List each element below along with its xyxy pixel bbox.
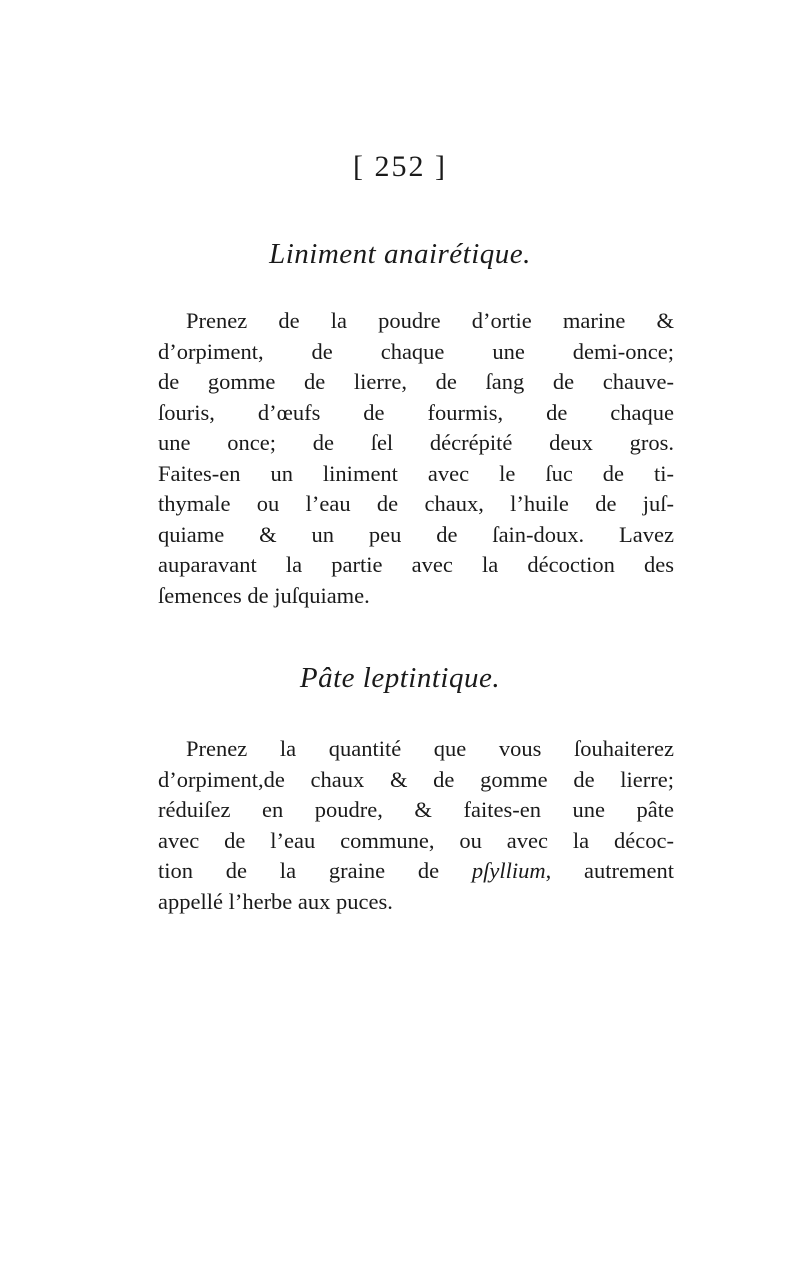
text-line: auparavant la partie avec la décoction des <box>158 552 674 577</box>
text-line: d’orpiment, de chaque une demi-once; <box>158 338 674 364</box>
text-fragment: , autrement <box>545 858 674 883</box>
text-line: une once; de ſel décrépité deux gros. <box>158 430 674 455</box>
text-line-mixed <box>158 856 674 887</box>
text-fragment: tion de la graine de <box>158 858 440 883</box>
text-line: ſouris, d’œufs de fourmis, de chaque <box>158 399 674 425</box>
text-line: Prenez la quantité que vous ſouhaiterez <box>186 736 674 761</box>
text-line: appellé l’herbe aux puces. <box>158 888 393 914</box>
text-line: thymale ou l’eau de chaux, l’huile de juſ- <box>158 491 674 516</box>
section-title-pate: Pâte leptintique. <box>299 662 501 694</box>
latin-term: pſyllium <box>471 858 546 883</box>
text-line: d’orpiment,de chaux & de gomme de lierre; <box>158 766 674 792</box>
text-line: réduiſez en poudre, & faites-en une pâte <box>158 797 674 822</box>
section-title-liniment: Liniment anairétique. <box>269 238 531 270</box>
text-line: Prenez de la poudre d’ortie marine & <box>186 308 674 333</box>
text-line: avec de l’eau commune, ou avec la décoc- <box>158 827 674 853</box>
paragraph-liniment <box>158 306 674 611</box>
text-line: ſemences de juſquiame. <box>158 582 370 608</box>
paragraph-pate <box>158 734 674 917</box>
text-line: quiame & un peu de ſain-doux. Lavez <box>158 521 674 547</box>
page-number: [ 252 ] <box>353 150 447 183</box>
text-line: de gomme de lierre, de ſang de chauve- <box>158 369 674 394</box>
text-line: Faites-en un liniment avec le ſuc de ti- <box>158 460 674 486</box>
